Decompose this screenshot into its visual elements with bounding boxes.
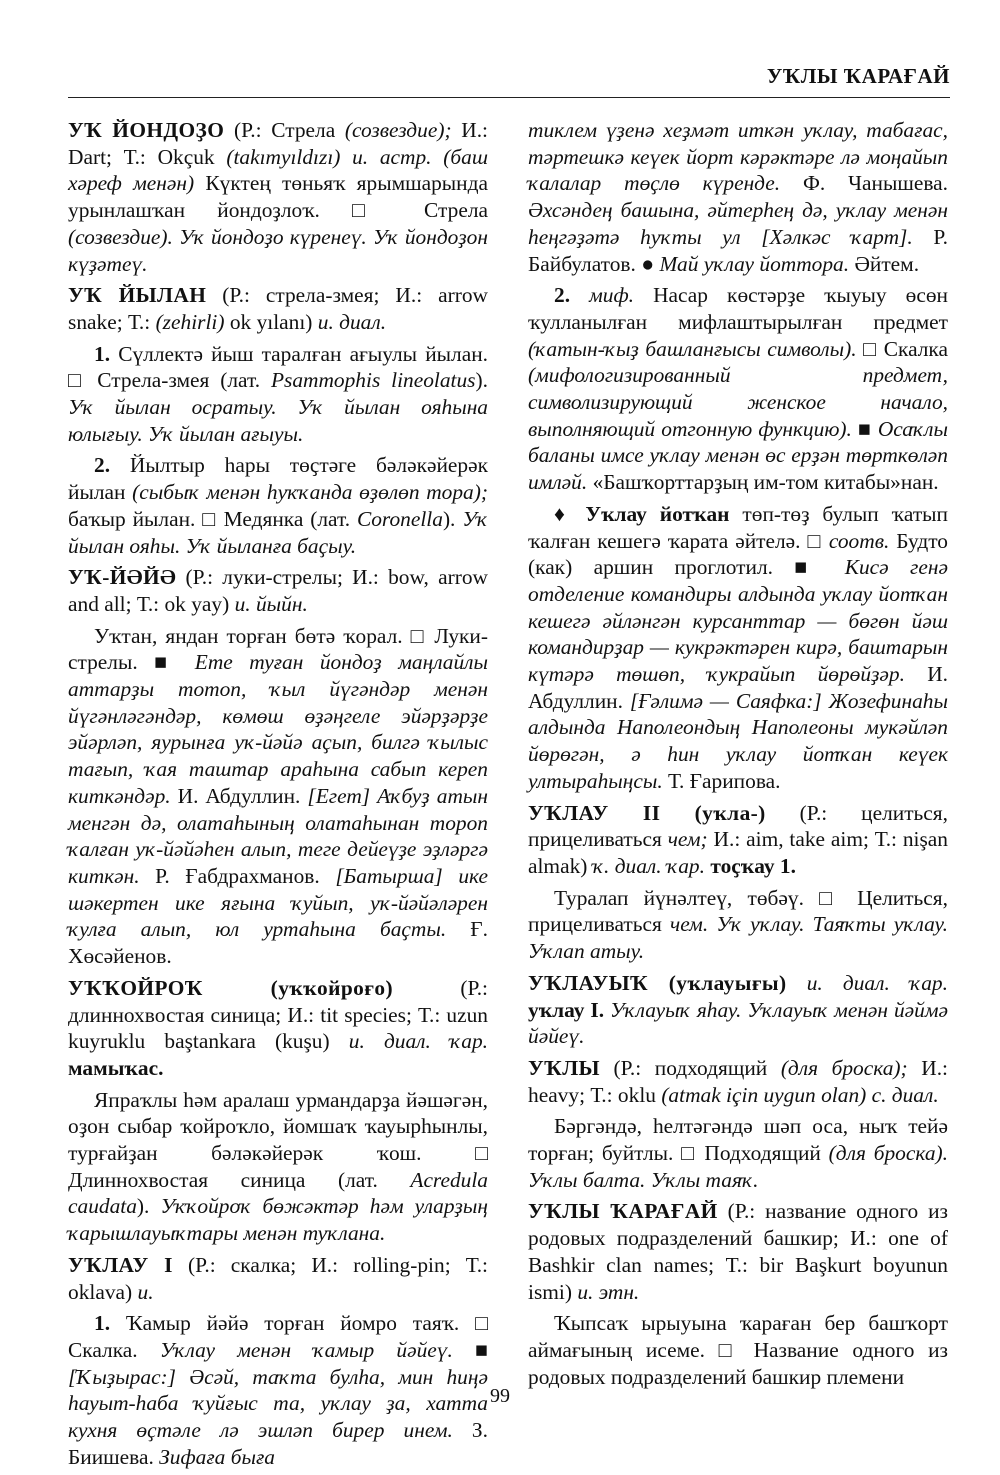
text-segment: (ҡатын-ҡыҙ башланғысы символы). xyxy=(528,336,857,361)
dictionary-paragraph xyxy=(528,282,948,496)
text-segment: Күктең төньяҡ ярымшарында урынлашҡан йондоҙлоҡ. □ Стрела xyxy=(68,171,488,223)
text-segment: тиклем үҙенә хеҙмәт иткән уҡлау, табағас, тәртешкә кеүек йорт кәрәктәре лә моңайып ҡалалар төҫлө күренде. xyxy=(528,118,948,196)
text-segment: (Р.: Стрела xyxy=(224,118,345,142)
text-segment: [Ҡыҙырас:] Әсәй, таҡта булһа, мин һиңә һауыт-һаба ҡуйғыс та, уҡлау ҙа, хатта кухня өҫтәле лә эшләп бирер инем. xyxy=(68,1364,488,1443)
text-segment: 2. xyxy=(94,453,111,478)
text-segment: 1. xyxy=(94,341,111,366)
header-rule xyxy=(68,97,950,98)
text-segment: Ҡыпсаҡ ырыуына ҡараған бер башҡорт аймағының исеме. □ Название одного из родовых подразделений башкир племени xyxy=(528,1311,948,1389)
text-segment: Осаҡлы баланы имсе уҡлау менән өс ерҙән төрткөләп имләй. xyxy=(528,416,948,495)
headword: УҠ ЙОНДОҘО xyxy=(68,118,225,142)
headword: УҠЛЫ ҠАРАҒАЙ xyxy=(528,1199,718,1224)
text-segment: Уҡтан, яндан торған бөтә ҡорал. □ Луки-стрелы. ■ xyxy=(68,623,488,675)
dictionary-entry-head xyxy=(528,800,948,880)
text-segment: мамыҡас. xyxy=(68,1055,164,1080)
text-segment: тоҫҡау 1. xyxy=(710,853,796,878)
text-segment: Уҡҡойроҡ бөжәктәр һәм уларҙың ҡарышлауыҡтары менән туҡлана. xyxy=(68,1194,488,1246)
text-segment: (для броска). Уҡлы балта. Уҡлы таяҡ. xyxy=(528,1141,948,1192)
text-segment: Уҡ йылан осратыу. Уҡ йылан ояһына юлығыу. Уҡ йылан ағыуы. xyxy=(68,395,488,446)
text-segment: и. диал. ҡар. xyxy=(348,1029,488,1054)
text-segment: (Р.: стрела-змея; И.: arrow snake; Т.: xyxy=(68,283,488,334)
text-segment xyxy=(787,971,807,995)
dictionary-entry-head xyxy=(68,282,488,335)
headword: УҠҠОЙРОҠ (уҡҡойроғо) xyxy=(68,975,394,1000)
text-segment: ■ xyxy=(851,416,878,441)
dictionary-paragraph xyxy=(528,117,948,277)
text-segment: [Егет] Аҡбуҙ атын менгән дә, олатаһының олатаһынан тороп ҡалған уҡ-йәйәһен алып, теге дейеүҙе эҙләргә киткән. xyxy=(68,783,488,888)
text-segment: (для броска); xyxy=(780,1055,908,1080)
text-segment: баҡыр йылан. □ Медянка (лат. xyxy=(68,506,357,531)
text-segment: 2. xyxy=(554,283,571,308)
dictionary-paragraph xyxy=(528,1113,948,1193)
text-segment: Сүллектә йыш таралған ағыулы йылан. □ Стрела-змея (лат. xyxy=(68,341,488,393)
text-segment: соотв. xyxy=(828,528,890,553)
text-segment: ). xyxy=(136,1194,161,1219)
right-column xyxy=(528,117,948,1395)
text-segment: 1. xyxy=(94,1311,111,1336)
text-segment: Йылтыр һары төҫтәге бәләкәйерәк йылан xyxy=(68,453,488,505)
text-segment: (zehirli) xyxy=(155,309,225,334)
text-segment: Psammophis lineolatus xyxy=(270,368,476,393)
text-segment: ). xyxy=(442,506,463,531)
text-segment: И.: Dart; Т.: Okçuk xyxy=(68,118,488,169)
text-segment: Уҡлау йотҡан xyxy=(585,501,730,526)
text-segment: Әхсәндең башына, әйтерһең дә, уҡлау менән һеңгәҙәтә һуҡты ул [Хәлкәс ҡарт]. xyxy=(528,198,948,249)
text-segment: Бәргәндә, һелтәгәндә шәп оса, ныҡ тейә торған; буйтлы. □ Подходящий xyxy=(528,1114,948,1166)
dictionary-paragraph xyxy=(68,452,488,559)
text-segment: Май уҡлау йоттора. xyxy=(659,251,850,276)
text-segment: миф. xyxy=(589,283,635,308)
text-segment: И.: heavy; Т.: oklu xyxy=(528,1055,948,1107)
text-segment: Ете туған йондоҙ маңлайлы аттарҙы тотоп, ҡыл йүгәндәр менән йүгәнләгәндәр, көмөш өҙәңгеле эйәрҙәрҙе эйәрләп, яурынға уҡ-йәйә аҫып, билгә ҡылыс тағып, ҡая таштар араһына сабып кереп киткәндәр. xyxy=(68,650,488,808)
text-segment: «Башҡорттарҙың им-том китабы»нан. xyxy=(587,470,939,495)
dictionary-paragraph xyxy=(68,341,488,448)
text-segment: И. Абдуллин. xyxy=(170,783,308,808)
text-segment: Әйтем. xyxy=(849,251,920,276)
text-segment: (мифологизированный предмет, символизирующий женское начало, выполняющий отгонную функцию). xyxy=(528,363,948,441)
dictionary-paragraph xyxy=(528,885,948,965)
dictionary-entry-head xyxy=(528,970,948,1050)
dictionary-paragraph xyxy=(528,1310,948,1390)
text-segment: (Р.: луки-стрелы; И.: bow, arrow and all; Т.: ok yay) xyxy=(68,565,488,616)
text-segment xyxy=(570,283,589,307)
text-segment: Ф. Чанышева. xyxy=(780,171,948,196)
text-segment: и. xyxy=(137,1279,154,1304)
dictionary-entry-head xyxy=(528,1198,948,1305)
text-segment: Ҡамыр йәйә торған йомро таяҡ. □ Скалка. xyxy=(68,1311,488,1362)
dictionary-paragraph xyxy=(68,623,488,970)
text-segment: (takımyıldızı) и. астр. xyxy=(226,144,432,169)
text-segment: (созвездие). Уҡ йондоҙо күренеү. Уҡ йондоҙон күҙәтеү. xyxy=(68,224,488,276)
headword: УҠЛАУЫҠ (уҡлауығы) xyxy=(528,970,787,995)
text-segment: и. диал. ҡар. xyxy=(806,970,948,995)
text-segment: (Р.: подходящий xyxy=(599,1055,781,1080)
text-segment: Япраҡлы һәм аралаш урмандарҙа йәшәгән, оҙон сыбар ҡойроҡло, йомшаҡ ҡауырһынлы, турғайҙан бәләкәйерәк ҡош. □ Длиннохвостая синица (лат. xyxy=(68,1087,488,1192)
text-segment: Р. Байбулатов. ● xyxy=(528,224,948,276)
text-segment: и. этн. xyxy=(577,1279,640,1304)
text-segment: уҡлау I. xyxy=(528,997,605,1022)
dictionary-entry-head xyxy=(528,1055,948,1108)
text-segment: Будто (как) аршин проглотил. ■ xyxy=(528,528,949,580)
text-segment: (atmak için uygun olan) с. диал. xyxy=(661,1082,939,1107)
text-segment: Acredula caudata xyxy=(68,1167,488,1219)
left-column xyxy=(68,117,488,1475)
text-segment: Уҡлауыҡ яһау. Уҡлауыҡ менән йәймә йәйеү. xyxy=(528,997,948,1049)
dictionary-entry-head xyxy=(68,117,488,277)
text-segment: И.: aim, take aim; Т.: nişan almak) xyxy=(528,827,948,878)
text-segment: Туралап йүнәлтеү, төбәү. □ Целиться, прицеливаться xyxy=(528,885,948,937)
headword: УҠЛАУ II (уҡла-) xyxy=(528,800,766,825)
text-segment: ҡ. диал. ҡар. xyxy=(592,853,705,878)
text-segment: төп-төҙ булып ҡатып ҡалған кешегә ҡарата әйтелә. □ xyxy=(528,501,949,553)
text-segment: [Ғәлимә — Саяфка:] Жозефинаһы алдында Наполеондың Наполеоны мукәйләп йөрөгән, ә һин уҡлау йотҡан кеүек ултыраһыңсы. xyxy=(528,688,948,793)
text-segment: ♦ xyxy=(554,501,586,526)
dictionary-entry-head xyxy=(68,1252,488,1305)
text-segment: З. Биишева. xyxy=(68,1418,489,1469)
headword: УҠ-ЙӘЙӘ xyxy=(68,565,177,590)
text-segment: ok yılanı) xyxy=(224,309,318,334)
text-segment: Кисә генә отделение командиры алдында уҡлау йотҡан кешегә әйләнгән курсанттар — бөгөн йәш командирҙар — кукрәктәрен кирә, баштарын күтәрә төшөп, ҡукрайып йөрөйҙәр. xyxy=(528,555,948,687)
page-number: 99 xyxy=(490,1385,510,1407)
text-segment: ■ xyxy=(452,1337,488,1362)
headword: УҠ ЙЫЛАН xyxy=(68,283,207,308)
text-segment: чем. Уҡ уҡлау. Таяҡты уҡлау. Уҡлап атыу. xyxy=(528,912,948,964)
text-segment: (Р.: целиться, прицеливаться xyxy=(528,800,948,852)
dictionary-paragraph xyxy=(528,501,948,795)
dictionary-entry-head xyxy=(68,975,488,1082)
text-segment: (сыбыҡ менән һуҡҡанда өҙөлөп тора); xyxy=(132,480,488,505)
dictionary-entry-head xyxy=(68,564,488,617)
text-segment: (Р.: длиннохвостая синица; И.: tit species; Т.: uzun kuyruklu baştankara (kuşu) xyxy=(68,975,488,1054)
text-segment: Насар көстәрҙе ҡыуыу өсөн ҡулланылған мифлаштырылған предмет xyxy=(528,283,948,334)
text-segment: (созвездие); xyxy=(344,118,452,142)
headword: УҠЛАУ I xyxy=(68,1252,173,1277)
text-segment: ). xyxy=(475,368,488,393)
text-segment: чем; xyxy=(667,827,708,852)
text-segment: (баш хәреф менән) xyxy=(68,144,488,196)
text-segment: □ Скалка xyxy=(856,336,948,361)
text-segment: и. йыйн. xyxy=(234,591,308,616)
headword: УҠЛЫ xyxy=(528,1055,600,1080)
text-segment: [Батырша] ике шәкертен ике яғына ҡуйып, уҡ-йәйәләрен ҡулға алып, юл уртаһына баҫты. xyxy=(68,863,488,942)
dictionary-paragraph xyxy=(68,1087,488,1247)
text-segment: Р. Ғабдрахманов. xyxy=(139,863,336,888)
text-segment xyxy=(432,145,444,169)
text-segment: и. диал. xyxy=(317,309,387,334)
text-segment: Т. Ғарипова. xyxy=(662,768,781,793)
text-segment: Уҡлау менән ҡамыр йәйеү. xyxy=(159,1337,453,1362)
text-segment: (Р.: скалка; И.: rolling-pin; Т.: oklava) xyxy=(68,1252,488,1304)
text-segment: И. Абдуллин. xyxy=(528,662,948,713)
text-segment: (Р.: название одного из родовых подразделений башкир; И.: one of Bashkir clan names; Т.: bir Başkurt boyunun ismi) xyxy=(528,1199,948,1304)
text-segment: Уҡ йылан ояһы. Уҡ йыланға баҫыу. xyxy=(68,506,488,558)
running-head: УҠЛЫ ҠАРАҒАЙ xyxy=(766,64,950,88)
text-segment: Зифаға быға xyxy=(159,1444,275,1469)
text-segment: Coronella xyxy=(356,506,443,531)
text-segment: Ғ. Хөсәйенов. xyxy=(68,917,488,969)
